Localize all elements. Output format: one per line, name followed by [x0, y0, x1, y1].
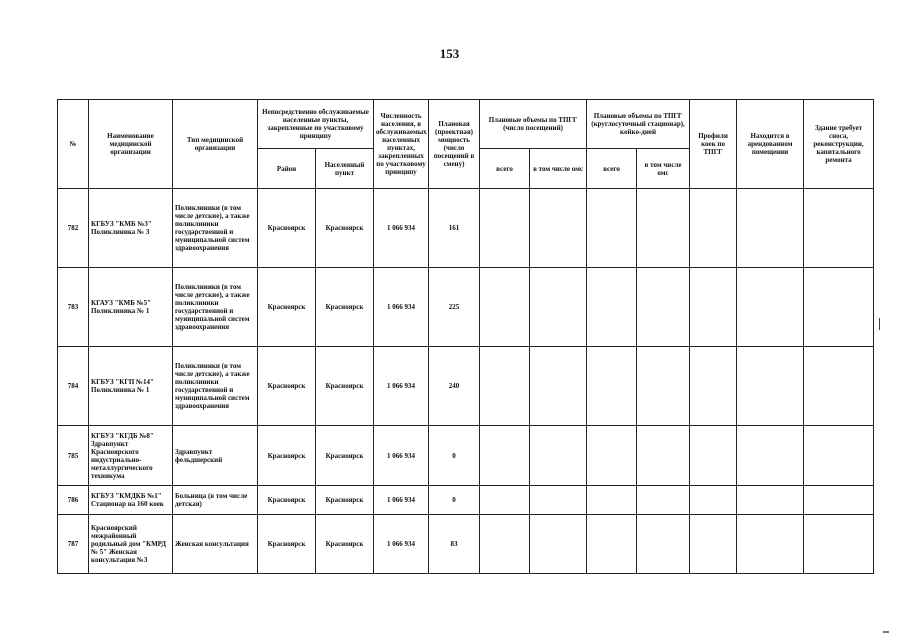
row-capacity: 240 — [429, 347, 480, 426]
row-capacity: 0 — [429, 426, 480, 486]
row-bed-profiles — [690, 486, 737, 515]
table-row — [58, 189, 874, 268]
row-beds-oms — [637, 515, 690, 574]
row-rented — [737, 515, 804, 574]
row-visits-total — [480, 486, 530, 515]
header-demolition: Здание требует сноса, реконструкции, капитального ремонта — [804, 100, 874, 189]
header-tpgg-beds-group: Плановые объемы по ТПГГ (круглосуточный стационар), койко-дней — [587, 100, 690, 149]
header-num: № — [58, 100, 89, 189]
header-district: Район — [258, 149, 316, 189]
header-visits-total: всего — [480, 149, 530, 189]
row-org-name: Красноярский межрайонный родильный дом "КМРД № 5" Женская консультация №3 — [89, 515, 173, 574]
row-beds-total — [587, 347, 637, 426]
header-visits-oms: в том числе омс — [530, 149, 587, 189]
row-num: 785 — [58, 426, 89, 486]
row-org-name: КГБУЗ "КМБ №3" Поликлиника № 3 — [89, 189, 173, 268]
row-rented — [737, 426, 804, 486]
row-population: 1 066 934 — [374, 426, 429, 486]
row-settlement: Красноярск — [316, 426, 374, 486]
row-bed-profiles — [690, 347, 737, 426]
row-capacity: 161 — [429, 189, 480, 268]
header-settlement: Населенный пункт — [316, 149, 374, 189]
row-visits-total — [480, 268, 530, 347]
header-population: Численность населения, в обслуживаемых населенных пунктах, закрепленных по участковому принципу — [374, 100, 429, 189]
row-org-type: Поликлиники (в том числе детские), а также поликлиники государственной и муниципальной систем здравоохранения — [173, 268, 258, 347]
row-demolition — [804, 486, 874, 515]
row-beds-total — [587, 486, 637, 515]
header-settlements-group: Непосредственно обслуживаемые населенные пункты, закрепленные по участковому принципу — [258, 100, 374, 149]
row-district: Красноярск — [258, 189, 316, 268]
row-visits-oms — [530, 426, 587, 486]
table-row — [58, 268, 874, 347]
row-beds-total — [587, 268, 637, 347]
row-demolition — [804, 347, 874, 426]
row-num: 782 — [58, 189, 89, 268]
row-visits-oms — [530, 486, 587, 515]
row-visits-total — [480, 515, 530, 574]
row-population: 1 066 934 — [374, 347, 429, 426]
row-population: 1 066 934 — [374, 486, 429, 515]
row-settlement: Красноярск — [316, 515, 374, 574]
row-org-name: КГБУЗ "КГДБ №8" Здравпункт Красноярского индустриально-металлургического техникума — [89, 426, 173, 486]
row-rented — [737, 486, 804, 515]
table-row — [58, 486, 874, 515]
row-visits-oms — [530, 347, 587, 426]
row-org-name: КГАУЗ "КМБ №5" Поликлиника № 1 — [89, 268, 173, 347]
header-tpgg-visits-group: Плановые объемы по ТПГГ (число посещений) — [480, 100, 587, 149]
row-district: Красноярск — [258, 347, 316, 426]
row-visits-total — [480, 347, 530, 426]
row-beds-oms — [637, 189, 690, 268]
table-row — [58, 515, 874, 574]
header-capacity: Плановая (проектная) мощность (число посещений в смену) — [429, 100, 480, 189]
header-row-1 — [58, 100, 874, 149]
row-settlement: Красноярск — [316, 347, 374, 426]
row-district: Красноярск — [258, 486, 316, 515]
row-num: 787 — [58, 515, 89, 574]
row-capacity: 83 — [429, 515, 480, 574]
row-org-type: Здравпункт фельдшерский — [173, 426, 258, 486]
row-org-type: Женская консультация — [173, 515, 258, 574]
medical-organizations-table — [57, 99, 874, 574]
row-visits-total — [480, 426, 530, 486]
row-visits-oms — [530, 515, 587, 574]
row-org-type: Больница (в том числе детская) — [173, 486, 258, 515]
row-org-type: Поликлиники (в том числе детские), а также поликлиники государственной и муниципальной систем здравоохранения — [173, 189, 258, 268]
row-org-type: Поликлиники (в том числе детские), а также поликлиники государственной и муниципальной систем здравоохранения — [173, 347, 258, 426]
row-population: 1 066 934 — [374, 189, 429, 268]
scan-corner-mark — [883, 631, 889, 633]
row-org-name: КГБУЗ "КМДКБ №1" Стационар на 160 коек — [89, 486, 173, 515]
page-number: 153 — [439, 46, 460, 61]
row-rented — [737, 268, 804, 347]
table-row — [58, 426, 874, 486]
margin-mark — [879, 318, 880, 330]
row-beds-total — [587, 515, 637, 574]
row-beds-oms — [637, 426, 690, 486]
row-settlement: Красноярск — [316, 189, 374, 268]
row-beds-total — [587, 426, 637, 486]
row-num: 783 — [58, 268, 89, 347]
row-beds-oms — [637, 347, 690, 426]
row-demolition — [804, 268, 874, 347]
row-beds-oms — [637, 486, 690, 515]
row-num: 786 — [58, 486, 89, 515]
row-num: 784 — [58, 347, 89, 426]
row-demolition — [804, 515, 874, 574]
row-bed-profiles — [690, 426, 737, 486]
row-visits-total — [480, 189, 530, 268]
row-rented — [737, 347, 804, 426]
header-org-name: Наименование медицинской организации — [89, 100, 173, 189]
row-population: 1 066 934 — [374, 515, 429, 574]
row-population: 1 066 934 — [374, 268, 429, 347]
row-demolition — [804, 189, 874, 268]
header-beds-total: всего — [587, 149, 637, 189]
row-capacity: 225 — [429, 268, 480, 347]
row-org-name: КГБУЗ "КГП №14" Поликлиника № 1 — [89, 347, 173, 426]
header-bed-profiles: Профили коек по ТПГГ — [690, 100, 737, 189]
row-beds-total — [587, 189, 637, 268]
row-rented — [737, 189, 804, 268]
row-bed-profiles — [690, 189, 737, 268]
header-rented: Находится в арендованном помещении — [737, 100, 804, 189]
row-bed-profiles — [690, 515, 737, 574]
row-settlement: Красноярск — [316, 268, 374, 347]
header-beds-oms: в том числе омс — [637, 149, 690, 189]
header-org-type: Тип медицинской организации — [173, 100, 258, 189]
table-row — [58, 347, 874, 426]
row-bed-profiles — [690, 268, 737, 347]
row-capacity: 0 — [429, 486, 480, 515]
row-visits-oms — [530, 268, 587, 347]
row-demolition — [804, 426, 874, 486]
row-settlement: Красноярск — [316, 486, 374, 515]
row-visits-oms — [530, 189, 587, 268]
row-district: Красноярск — [258, 515, 316, 574]
row-beds-oms — [637, 268, 690, 347]
row-district: Красноярск — [258, 426, 316, 486]
row-district: Красноярск — [258, 268, 316, 347]
